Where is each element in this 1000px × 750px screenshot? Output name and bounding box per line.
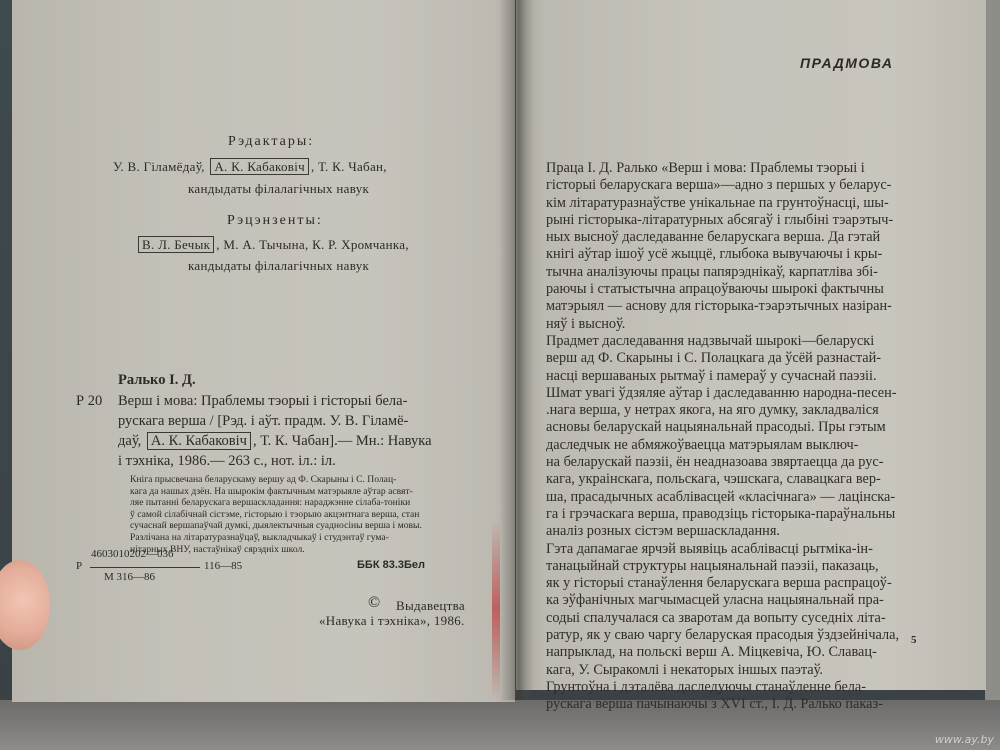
preface-line: ратур, як у сваю чаргу беларуская прасодыя ўздзейнічала,: [546, 627, 900, 644]
reviewers-degree: кандыдаты філалагічных навук: [188, 258, 370, 273]
bib-line-3: [118, 433, 432, 450]
left-page: [12, 0, 515, 702]
preface-line: ка эўфанічных магчымасцей уласна нацыянальнай пра-: [546, 592, 884, 609]
preface-line: Грунтоўна і дэталёва даследуючы станаўленне бела-: [546, 678, 867, 695]
preface-line: напрыклад, на польскі верш А. Міцкевіча, Ю. Славац-: [546, 644, 877, 661]
reviewers-line: [136, 237, 409, 253]
preface-line: асновы беларускай нацыянальнай прасодыі. Пры гэтым: [546, 419, 886, 436]
isbn-code-top: 4603010202—036: [91, 548, 174, 560]
preface-body: [546, 160, 966, 714]
preface-line: рускага верша пачынаючы з XVI ст., І. Д. Ралько паказ-: [546, 696, 883, 713]
preface-line: танацыйнай структуры нацыянальнай паэзіі, паказаць,: [546, 557, 879, 574]
book-gutter: [500, 0, 534, 700]
bib-boxed-name: А. К. Кабаковіч: [147, 432, 251, 450]
bib-line-2: рускага верша / [Рэд. і аўт. прадм. У. В. Гіламё-: [118, 413, 409, 429]
bbk-code: ББК 83.3Бел: [357, 559, 426, 571]
preface-line: ных высноў даследаванне беларускага верша. Да гэтай: [546, 229, 881, 246]
editors-heading: Рэдактары:: [228, 134, 315, 149]
code-bottom: М 316—86: [104, 571, 156, 583]
editor-name: У. В. Гіламёдаў,: [113, 159, 205, 174]
preface-line: гісторыі беларускага верша»—адно з першых у беларус-: [546, 177, 892, 194]
preface-line: як у гісторыі станаўлення беларускага верша распрацоў-: [546, 575, 892, 592]
preface-line: даследчык не абмяжоўваецца матэрыялам выключ-: [546, 436, 859, 453]
page-edge-tint: [492, 520, 500, 700]
annotation-line: ў самой сілабічнай сістэме, гісторыю і тэорыю акцэнтнага верша, стан: [130, 508, 420, 520]
preface-line: на беларускай паэзіі, ён неадназоава звяртаецца да рус-: [546, 454, 884, 471]
code-fraction-line: [90, 567, 200, 568]
author-heading: Ралько І. Д.: [118, 372, 196, 388]
editors-degree: кандыдаты філалагічных навук: [188, 181, 370, 196]
preface-line: кнігі аўтар ішоў усё жыццё, глыбока вывучаючы і кры-: [546, 246, 883, 263]
preface-line: Праца І. Д. Ралько «Верш і мова: Праблемы тэорыі і: [546, 160, 865, 176]
reviewer-boxed-name: В. Л. Бечык: [138, 236, 214, 253]
preface-line: матэрыял — аснову для гісторыка-тэарэтычных назіран-: [546, 298, 892, 315]
call-number: Р 20: [76, 393, 103, 409]
annotation-line: Разлічана на літаратуразнаўцаў, выкладчыкаў і студэнтаў гума-: [130, 531, 389, 543]
preface-line: Шмат увагі ўдзяляе аўтар і даследаванню народна-песен-: [546, 384, 897, 401]
annotation-line: сучаснай вершапаўчай думкі, дыялектычныя суадносіны верша і мовы.: [130, 520, 422, 532]
page-number: 5: [911, 634, 917, 646]
code-mid: 116—85: [204, 560, 243, 572]
bib-line-1: Верш і мова: Праблемы тэорыі і гісторыі бела-: [118, 393, 408, 409]
code-letter: Р: [76, 560, 83, 572]
copyright-publisher: Выдавецтва: [396, 598, 465, 613]
preface-line: рыні гісторыка-літаратурных абсягаў і глыбіні тэарэтыч-: [546, 211, 894, 228]
bib-line-3-end: , Т. К. Чабан].— Мн.: Навука: [252, 433, 432, 449]
editor-boxed-name: А. К. Кабаковіч: [210, 158, 309, 175]
annotation-line: нітарных ВНУ, настаўнікаў сярэдніх школ.: [130, 543, 305, 555]
annotation-line: Кніга прысвечана беларускаму вершу ад Ф. Скарыны і С. Полац-: [130, 474, 397, 485]
preface-line: аналіз розных сістэм вершаскладання.: [546, 523, 780, 540]
copyright-symbol: ©: [368, 594, 381, 611]
editors-line: [113, 159, 387, 175]
preface-line: .нага верша, у нетрах якога, на яго думку, закладваліся: [546, 402, 879, 419]
reviewer-names-rest: , М. А. Тычына, К. Р. Хромчанка,: [216, 237, 409, 252]
preface-line: тычна аналізуючы працы папярэднікаў, карпатліва збі-: [546, 263, 878, 280]
preface-line: насці вершаваных рытмаў і памераў у сучаснай паэзіі.: [546, 367, 877, 384]
watermark: www.ay.by: [934, 733, 994, 746]
preface-line: верш ад Ф. Скарыны і С. Полацкага да ўсёй разнастай-: [546, 350, 882, 367]
annotation-line: кага да нашых дзён. На шырокім фактычным матэрыяле аўтар асвят-: [130, 485, 413, 497]
preface-line: ша, прасадычных асаблівасцей «класічнага» — лацінска-: [546, 488, 896, 505]
right-page: [516, 0, 986, 713]
annotation-block: [130, 474, 422, 555]
preface-line: кім літаратуразнаўстве унікальнае па грунтоўнасці, шы-: [546, 194, 889, 211]
copyright-line: «Навука і тэхніка», 1986.: [319, 613, 465, 628]
section-heading: ПРАДМОВА: [800, 55, 894, 71]
preface-line: раючы і статыстычна апрацоўваючы шырокі фактычны: [546, 281, 884, 298]
preface-line: кага, У. Сыракомлі і некаторых іншых паэтаў.: [546, 661, 823, 678]
editor-names-rest: , Т. К. Чабан,: [311, 159, 387, 174]
reviewers-heading: Рэцэнзенты:: [227, 213, 323, 228]
preface-line: Гэта дапамагае ярчэй выявіць асаблівасці рытміка-ін-: [546, 540, 873, 557]
preface-line: Прадмет даследавання надзвычай шырокі—беларускі: [546, 332, 875, 349]
preface-line: няў і высноў.: [546, 315, 626, 332]
preface-line: содыі спалучалася са зваротам да вопыту суседніх літа-: [546, 609, 886, 626]
preface-line: кага, украінскага, польскага, чэшскага, славацкага вер-: [546, 471, 881, 488]
preface-line: га і грэчаскага верша, праводзіць гісторыка-параўнальны: [546, 505, 896, 522]
bib-line-4: і тэхніка, 1986.— 263 с., нот. іл.: іл.: [118, 453, 336, 469]
annotation-line: ляе пытанні беларускага вершаскладання: нараджэнне сілаба-тоніки: [130, 497, 411, 509]
bib-line-3-start: даў,: [118, 433, 142, 449]
